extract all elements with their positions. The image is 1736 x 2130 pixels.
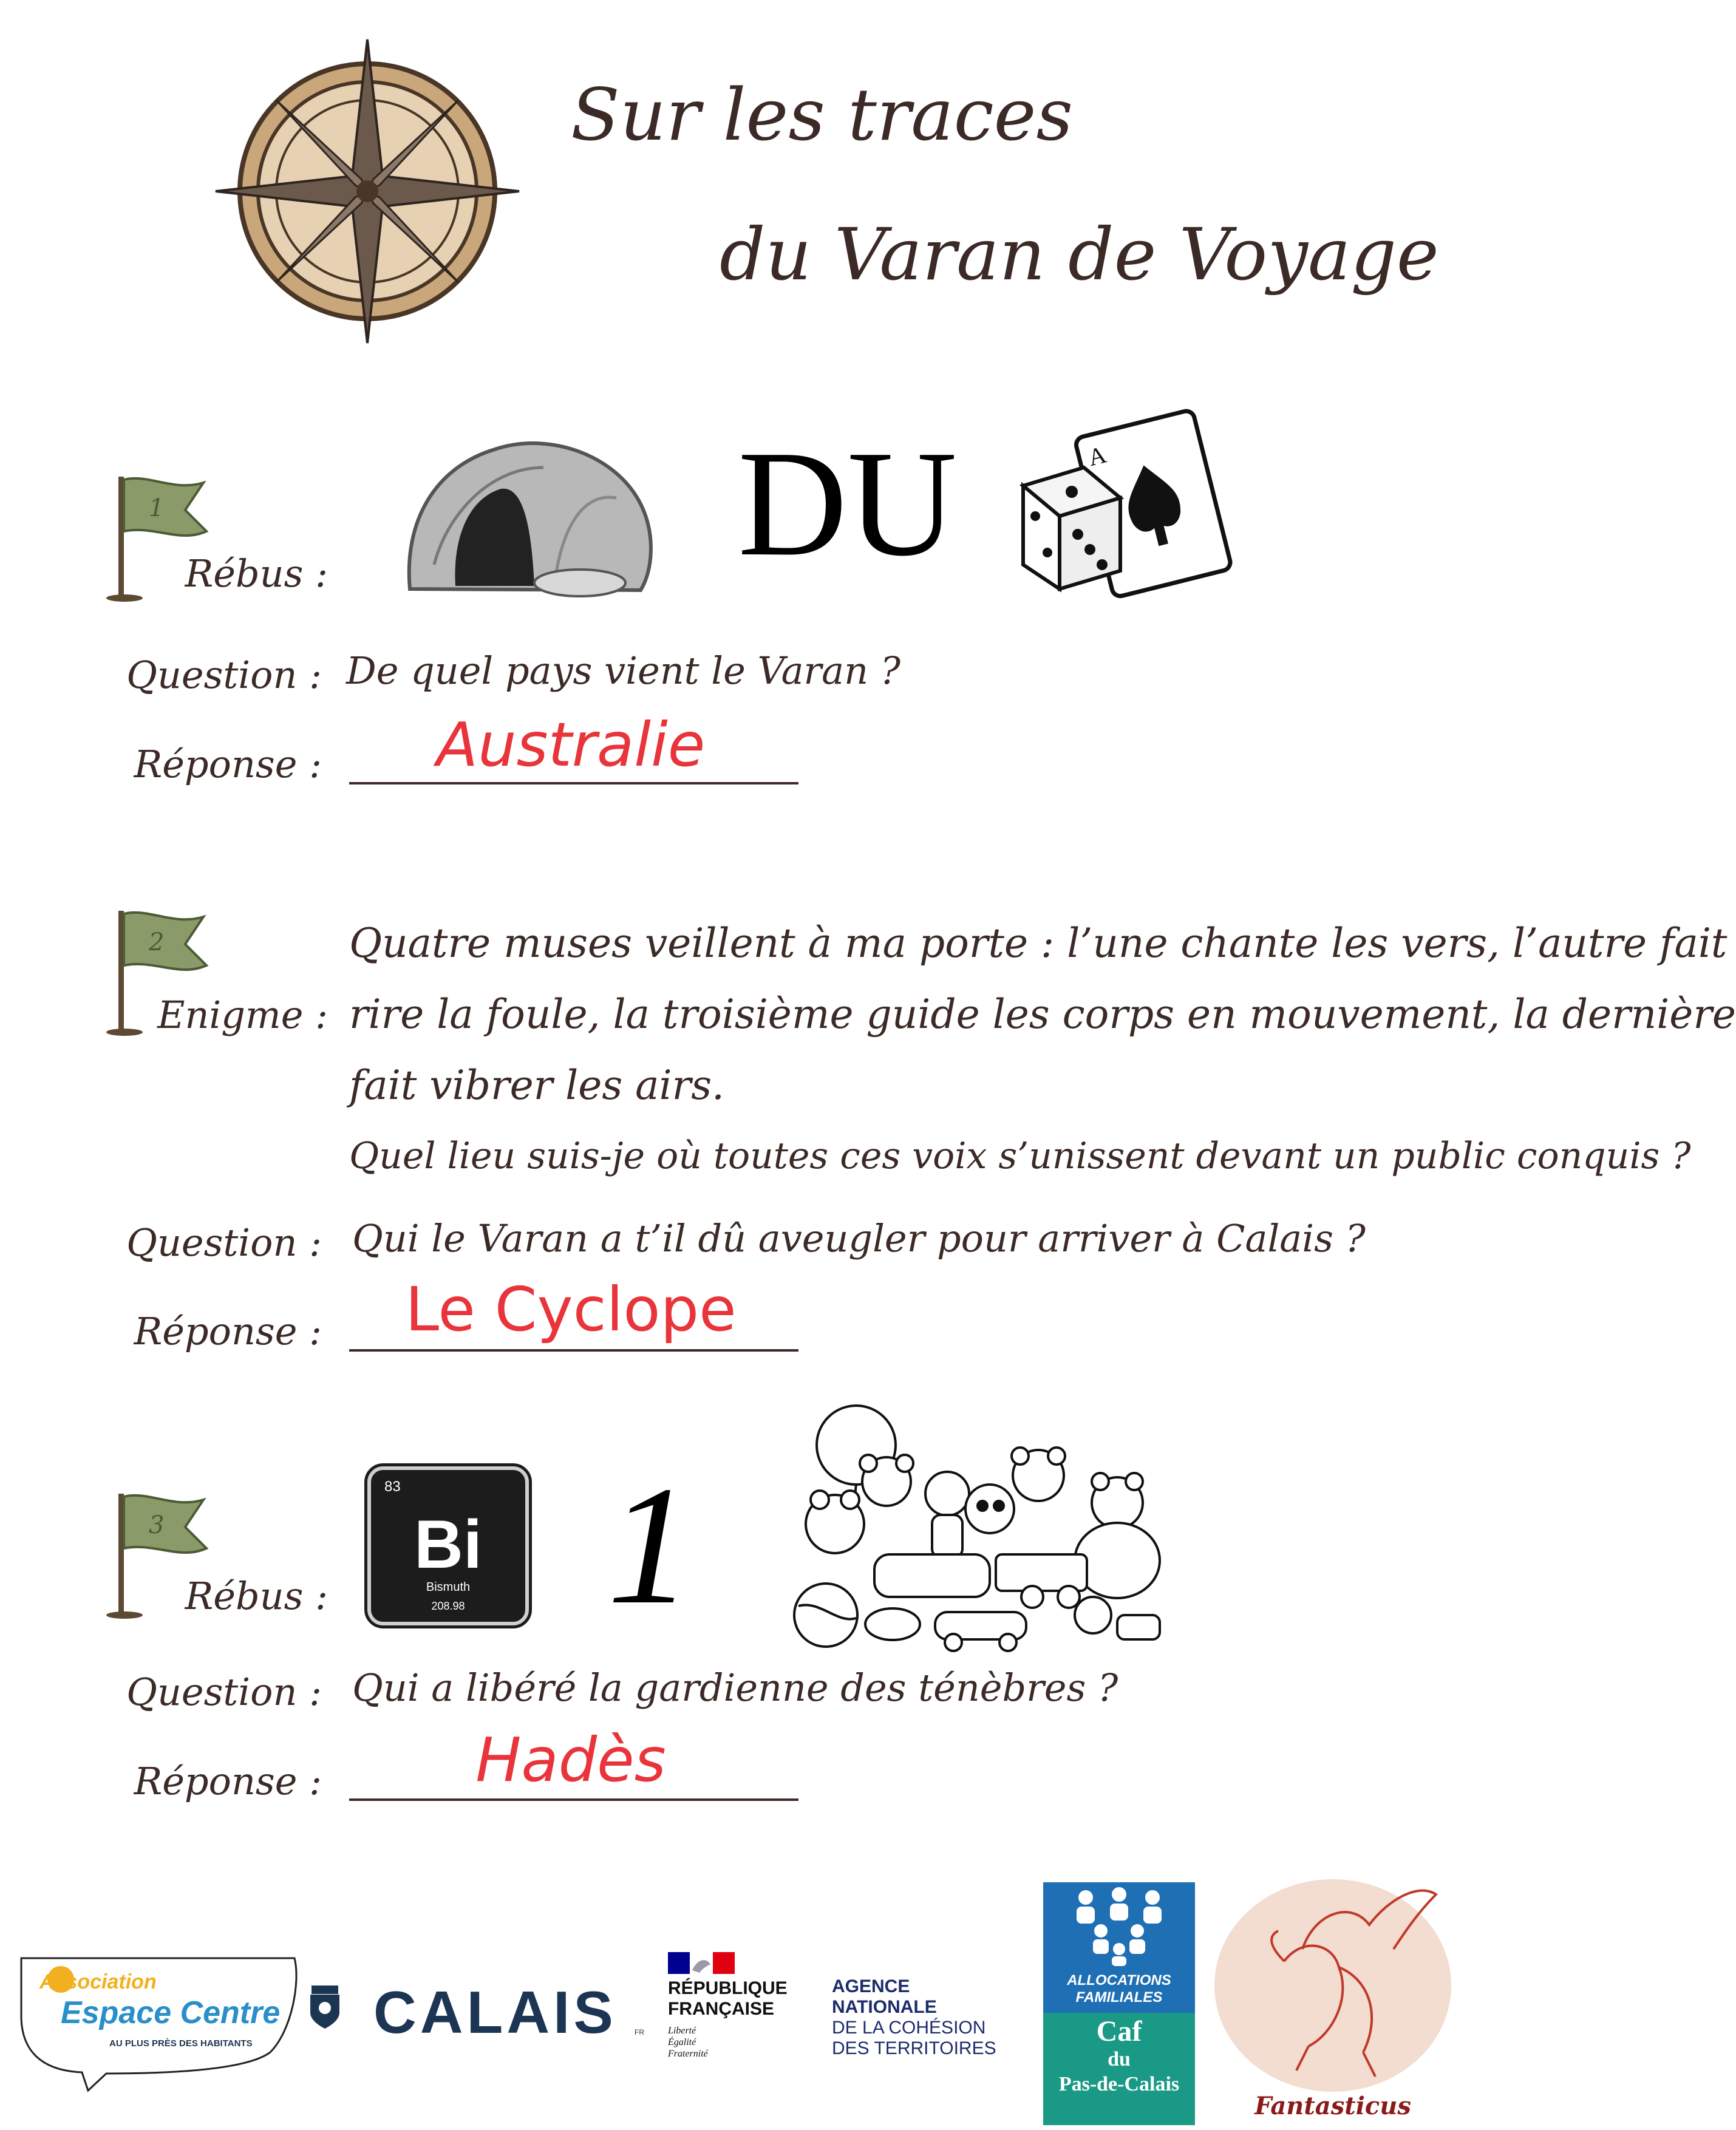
answer-label-3: Réponse : <box>134 1759 322 1803</box>
agence-line2: NATIONALE <box>832 1997 937 2017</box>
toys-image <box>789 1403 1166 1658</box>
page-title-line-2: du Varan de Voyage <box>720 213 1439 296</box>
answer-text-3: Hadès <box>475 1724 666 1795</box>
question-label-2: Question : <box>126 1220 322 1265</box>
answer-line-1 <box>349 782 798 784</box>
cave-image <box>398 431 659 601</box>
answer-label-2: Réponse : <box>134 1309 322 1353</box>
answer-line-2 <box>349 1349 798 1352</box>
enigma-line-1: Quatre muses veillent à ma porte : l’une chante les vers, l’autre fait <box>349 920 1727 967</box>
page-title-line-1: Sur les traces <box>571 73 1074 157</box>
compass-rose-illustration <box>209 33 525 349</box>
fantasticus-text: Fantasticus <box>1254 2092 1411 2120</box>
question-text-2: Qui le Varan a t’il dû aveugler pour arriver à Calais ? <box>352 1216 1366 1261</box>
answer-line-3 <box>349 1798 798 1801</box>
question-label-3: Question : <box>126 1670 322 1714</box>
element-number: 83 <box>384 1478 401 1495</box>
calais-crest-icon <box>307 1982 343 2031</box>
republique-line2: FRANÇAISE <box>668 1999 775 2019</box>
answer-text-2: Le Cyclope <box>405 1274 737 1345</box>
agence-line4: DES TERRITOIRES <box>832 2038 996 2058</box>
calais-logo-text: CALAIS <box>373 1979 617 2046</box>
espace-centre-line2: Espace Centre <box>61 1995 281 2030</box>
republique-line1: RÉPUBLIQUE <box>668 1978 788 1998</box>
enigma-label: Enigme : <box>157 993 328 1037</box>
motto-egalite: Égalité <box>668 2037 696 2047</box>
espace-centre-logo <box>15 1946 301 2092</box>
enigma-line-3: fait vibrer les airs. <box>349 1062 725 1109</box>
motto-liberte: Liberté <box>668 2026 696 2036</box>
fantasticus-logo <box>1211 1876 1454 2125</box>
answer-text-1: Australie <box>436 709 706 780</box>
motto-fraternite: Fraternité <box>668 2049 708 2059</box>
question-text-3: Qui a libéré la gardienne des ténèbres ? <box>352 1666 1118 1710</box>
caf-line5: Pas-de-Calais <box>1058 2073 1180 2095</box>
caf-name-block <box>1043 2016 1195 2097</box>
rebus-label-3: Rébus : <box>185 1574 328 1618</box>
flag-number-2: 2 <box>149 928 165 956</box>
periodic-element-tile <box>367 1466 529 1625</box>
caf-line1: ALLOCATIONS <box>1067 1972 1171 1989</box>
caf-line3: Caf <box>1096 2015 1142 2047</box>
answer-label-1: Réponse : <box>134 742 322 786</box>
caf-line4: du <box>1108 2048 1131 2070</box>
enigma-text <box>349 908 1736 1192</box>
element-name: Bismuth <box>426 1580 471 1594</box>
espace-centre-line1: Association <box>39 1970 157 1993</box>
element-mass: 208.98 <box>431 1600 465 1612</box>
agence-line3: DE LA COHÉSION <box>832 2018 986 2038</box>
caf-line2: FAMILIALES <box>1075 1989 1163 2006</box>
caf-family-icon <box>1043 1882 1195 1967</box>
calais-logo-suffix: FR <box>635 2028 644 2036</box>
marianne-flag-icon <box>668 1952 735 1974</box>
rebus-label-1: Rébus : <box>185 551 328 596</box>
agence-line1: AGENCE <box>832 1976 910 1996</box>
enigma-line-2: rire la foule, la troisième guide les corps en mouvement, la dernière <box>349 991 1736 1038</box>
dice-and-card-image <box>1011 395 1248 601</box>
question-text-1: De quel pays vient le Varan ? <box>346 648 901 693</box>
rebus-number-one: 1 <box>607 1451 692 1639</box>
republique-motto <box>668 2025 708 2060</box>
question-label-1: Question : <box>126 653 322 697</box>
flag-number-3: 3 <box>149 1511 165 1539</box>
espace-centre-tagline: AU PLUS PRÈS DES HABITANTS <box>109 2038 253 2049</box>
rebus-text-du: DU <box>738 420 958 588</box>
enigma-line-4: Quel lieu suis-je où toutes ces voix s’unissent devant un public conquis ? <box>349 1135 1691 1177</box>
agence-logo <box>832 1976 996 2059</box>
flag-number-1: 1 <box>149 494 165 522</box>
caf-logo <box>1043 1882 1195 2125</box>
element-symbol: Bi <box>414 1506 482 1582</box>
svg-text:A: A <box>1085 440 1109 472</box>
